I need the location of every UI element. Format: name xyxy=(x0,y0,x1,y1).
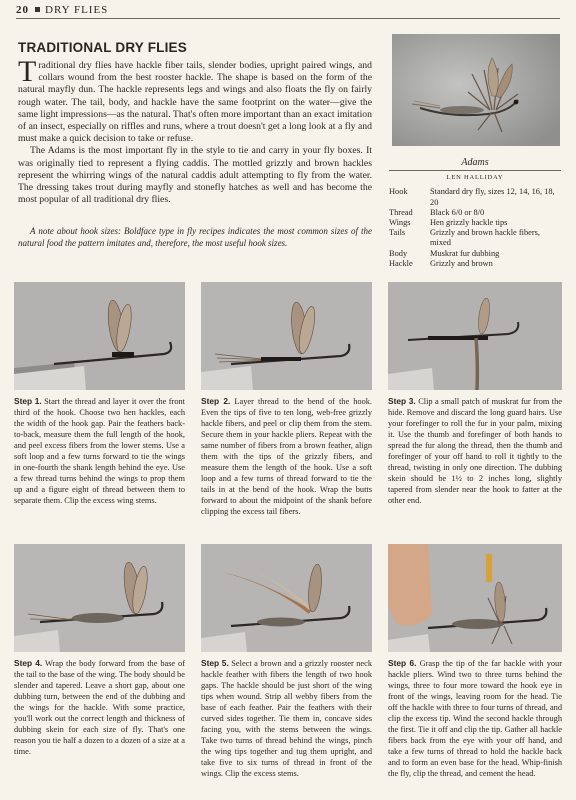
drop-cap: T xyxy=(18,55,37,88)
running-title: DRY FLIES xyxy=(45,4,109,16)
adams-fly-photo xyxy=(392,34,560,146)
article-title: TRADITIONAL DRY FLIES xyxy=(18,40,187,55)
step-1-photo xyxy=(14,282,185,390)
step-3-photo xyxy=(388,282,562,390)
recipe-row-body: Body Muskrat fur dubbing xyxy=(389,248,500,258)
step-2-text: Step 2. Layer thread to the bend of the hook. Even the tips of five to ten long, web-free grizzly hackle fibers, and peel or clip them from the stem. Secure them in your hackle pliers. Repeat with the same number of fibers from a brown feather, align them with the tips of the grizzly fibers, and measure them the length of the hook. Use a soft loop and a few turns of thread forward to tie the tails in at the bend of the hook. Wrap the butts forward to about the midpoint of the shank before clipping the excess tail fibers. xyxy=(201,396,372,516)
header-rule xyxy=(16,18,560,19)
recipe-row-wings: Wings Hen grizzly hackle tips xyxy=(389,218,508,228)
hook-size-note: A note about hook sizes: Boldface type in fly recipes indicates the most common sizes of the natural food the pattern imitates and, therefore, the most useful hook sizes. xyxy=(18,226,372,248)
recipe-author: LEN HALLIDAY xyxy=(446,174,504,182)
recipe-row-thread: Thread Black 6/0 or 8/0 xyxy=(389,207,485,217)
recipe-name: Adams xyxy=(389,158,561,171)
step-5-photo xyxy=(201,544,372,652)
page-header xyxy=(0,0,576,18)
intro-paragraph-2: The Adams is the most important fly in the style to tie and carry in your fly boxes. It was originally tied to represent a flying caddis. The mottled grizzly and brown hackles represent the whirring wings of the natural caddis adult attempting to fly from the water. The dressing takes trout during mayfly and stonefly hatches as well and has become the most popular of all traditional dry flies. xyxy=(18,145,372,206)
intro-text xyxy=(18,55,372,206)
step-4-text: Step 4. Wrap the body forward from the base of the tail to the base of the wing. The body should be slender and tapered. Leave a short gap, about one dubbing turn, between the end of the dubbing and the wings for the hackle. With some practice, you'll work out the correct length and thickness of dubbing skein for each size of fly. That's one reason you tie half a dozen to a dozen of a size at a time. xyxy=(14,658,185,756)
step-5-text: Step 5. Select a brown and a grizzly rooster neck hackle feather with fibers the length of two hook gaps. The hackle should be just short of the wing tips when wound. Strip all webby fibers from the base of each feather. Pair the feathers with their curved sides together. Tie them in, concave sides facing you, with the stems between the wings. Take two turns of thread behind the wings, pinch the wing tips together and tug them upright, and take five to six turns of thread in front of the wings. Clip the excess stems. xyxy=(201,658,372,778)
square-bullet-icon xyxy=(35,7,40,12)
step-6-text: Step 6. Grasp the tip of the far hackle with your hackle pliers. Wind two to three turns behind the wings, three to four more toward the hook eye in front of the wings, leaving room for the head. Tie off the hackle with three to four turns of thread, and clip the excess tip. Wind the second hackle through the first. Tie it off and clip the tip. Gather all hackle fibers back from the eye with your off hand, and take a few turns of thread to hold the hackle back and to form an even base for the head. Whip-finish the fly, clip the thread, and cement the head. xyxy=(388,658,562,778)
step-4-photo xyxy=(14,544,185,652)
step-6-photo xyxy=(388,544,562,652)
step-1-text: Step 1. Start the thread and layer it over the front third of the hook. Choose two hen hackles, each the width of the hook gap. Pair the feathers back-to-back, measure them the full length of the hook, and peel excess fibers from the lower stems. Use a soft loop and a few turns forward to tie the wings in one-fourth the shank length behind the eye. Use a few thread turns behind the wings to prop them up and a figure eight of thread between them to separate them. Clip the excess wing stems. xyxy=(14,396,185,505)
fly-recipe xyxy=(389,158,561,269)
recipe-row-hackle: Hackle Grizzly and brown xyxy=(389,258,493,268)
page-number: 20 xyxy=(16,4,29,16)
step-3-text: Step 3. Clip a small patch of muskrat fur from the hide. Remove and discard the long guard hairs. Use your forefinger to roll the fur in your palm, mixing it. Use the thumb and forefinger of both hands to spread the fur along the thread, then the thumb and forefinger of your off hand to roll it tightly to the thread, twisting in only one direction. The dubbing skein should be 1½ to 2 inches long, slightly tapered from slender near the hook to fatter at the other end. xyxy=(388,396,562,505)
recipe-row-tails: Tails Grizzly and brown hackle fibers, mixed xyxy=(389,228,540,248)
intro-paragraph-1: Traditional dry flies have hackle fiber tails, slender bodies, upright paired wings, and collars wound from the best rooster hackle. The shape is based on the form of the natural mayfly dun. The hackle represents legs and wings and also floats the fly on fairly rough water. The tail, body, and hackle have the same footprint on the water—give the same light impressions—as the natural. That's often more important than an exact imitation of an insect, especially on riffles and runs, where a trout doesn't get a long look at a fly and must make a quick decision to take or refuse. xyxy=(18,55,372,145)
recipe-row-hook: Hook Standard dry fly, sizes 12, 14, 16, 18, 20 xyxy=(389,187,555,207)
step-2-photo xyxy=(201,282,372,390)
